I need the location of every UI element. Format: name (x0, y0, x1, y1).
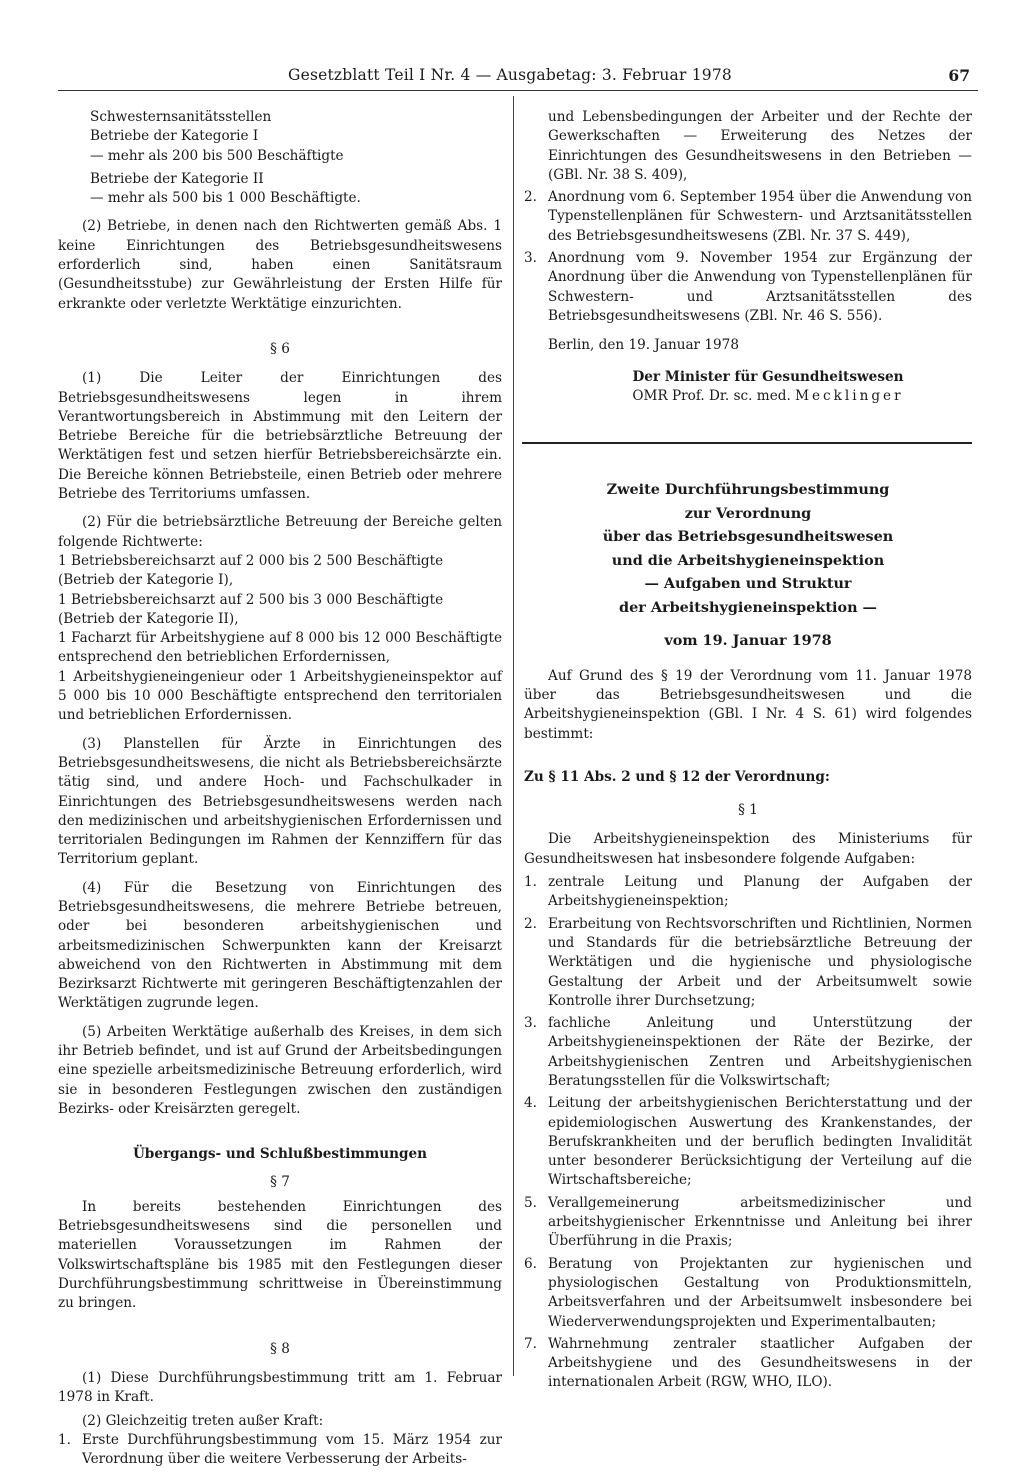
title-date: vom 19. Januar 1978 (664, 632, 832, 650)
item-text: Anordnung vom 9. November 1954 zur Ergänzung der Anordnung über die Anwendung von Typenstellenplänen für Schwestern- und Arztsanitätsstellen des Betriebsgesundheitswesens (ZBl. Nr. 46 S. 556). (548, 250, 972, 324)
page-number: 67 (948, 66, 970, 85)
item-text: Verallgemeinerung arbeitsmedizinischer und arbeitshygienischer Erkenntnisse und Anleitung bei ihrer Überführung in die Praxis; (548, 1194, 972, 1250)
title-line: der Arbeitshygieneinspektion — (619, 598, 877, 616)
intro-line: Schwesternsanitätsstellen (90, 109, 272, 125)
intro-line: Betriebe der Kategorie II (90, 170, 264, 187)
item-number: 3. (524, 1015, 537, 1032)
header-title: Gesetzblatt Teil I Nr. 4 — Ausgabetag: 3. Februar 1978 (288, 66, 732, 84)
item-text: zentrale Leitung und Planung der Aufgaben der Arbeitshygieneinspektion; (548, 874, 972, 910)
paragraph-6-2: (2) Für die betriebsärztliche Betreuung der Bereiche gelten folgende Richtwerte: (58, 514, 502, 550)
guideline-item: 1 Facharzt für Arbeitshygiene auf 8 000 bis 12 000 Beschäftigte entsprechend den betrieblichen Erfordernissen, (58, 630, 502, 666)
section-6-heading: § 6 (270, 340, 290, 357)
reference-heading: Zu § 11 Abs. 2 und § 12 der Verordnung: (524, 768, 830, 785)
minister-prefix: OMR Prof. Dr. sc. med. (632, 387, 791, 404)
title-line: zur Verordnung (684, 504, 812, 522)
task-item (524, 1194, 972, 1252)
title-line: und die Arbeitshygieneinspektion (611, 551, 885, 569)
paragraph-8-1: (1) Diese Durchführungsbestimmung tritt am 1. Februar 1978 in Kraft. (58, 1369, 502, 1406)
intro-line: Betriebe der Kategorie I (90, 128, 259, 145)
item-number: 4. (524, 1095, 537, 1112)
place-date: Berlin, den 19. Januar 1978 (548, 337, 739, 354)
repealed-item (58, 1431, 502, 1470)
title-line: — Aufgaben und Struktur (644, 575, 852, 593)
item-text: Erarbeitung von Rechtsvorschriften und Richtlinien, Normen und Standards für die betriebsärztliche Betreuung der Werktätigen und die hygienische und physiologische Gestaltung der Arbeit und der Arbeitsumwelt sowie Kontrolle ihrer Durchsetzung; (548, 915, 972, 1009)
item-text: fachliche Anleitung und Unterstützung der Arbeitshygieneinspektionen der Räte der Bezirke, der Arbeitshygienischen Zentren und Arbeitshygienischen Beratungsstellen für die Volkswirtschaft; (548, 1015, 972, 1089)
minister-title: Der Minister für Gesundheitswesen (632, 368, 904, 385)
task-item (524, 1094, 972, 1190)
item-text: Anordnung vom 6. September 1954 über die Anwendung von Typenstellenplänen für Schwestern- und Arztsanitätsstellen des Betriebsgesundheitswesens (ZBl. Nr. 37 S. 449), (548, 189, 972, 244)
category-list (58, 108, 502, 208)
preamble: Auf Grund des § 19 der Verordnung vom 11. Januar 1978 über das Betriebsgesundheitswesen und die Arbeitshygieneinspektion (GBl. I Nr. 4 S. 61) wird folgendes bestimmt: (524, 667, 972, 742)
right-column (524, 108, 972, 1396)
minister-name: Mecklinger (795, 387, 904, 404)
item-text: Leitung der arbeitshygienischen Berichterstattung und der epidemiologischen Auswertung des Krankenstandes, der Berufskrankheiten und der beruflich bedingten Invalidität unter besonderer Berücksichtigung der Verteilung auf die Wirtschaftsbereiche; (548, 1095, 972, 1189)
repealed-list-continued (524, 188, 972, 326)
intro-line: — mehr als 500 bis 1 000 Beschäftigte. (90, 190, 361, 207)
paragraph-5-2: (2) Betriebe, in denen nach den Richtwerten gemäß Abs. 1 keine Einrichtungen des Betriebsgesundheitswesens erforderlich sind, haben einen Sanitätsraum (Gesundheitsstube) zur Gewährleistung der Ersten Hilfe für erkrankte oder verletzte Werktätige einzurichten. (58, 218, 502, 312)
section-7-heading: § 7 (270, 1173, 290, 1190)
section-rule (522, 442, 972, 444)
section-1-heading: § 1 (738, 802, 758, 819)
item-number: 1. (524, 874, 537, 891)
task-item (524, 1335, 972, 1393)
column-divider (513, 96, 514, 1376)
item-number: 3. (524, 250, 537, 267)
task-item (524, 1014, 972, 1091)
item-text: Erste Durchführungsbestimmung vom 15. März 1954 zur Verordnung über die weitere Verbesserung der Arbeits- (82, 1431, 502, 1468)
title-line: über das Betriebsgesundheitswesen (602, 528, 894, 546)
paragraph-6-3: (3) Planstellen für Ärzte in Einrichtungen des Betriebsgesundheitswesens, die nicht als Betriebsbereichsärzte tätig sind, und andere Hoch- und Fachschulkader in Einrichtungen des Betriebsgesundheitswesens werden nach den medizinischen und arbeitshygienischen Erfordernissen und territorialen Bedingungen im Rahmen der Kennziffern für das Territorium geplant. (58, 735, 502, 868)
guideline-item: 1 Arbeitshygieneingenieur oder 1 Arbeitshygieneinspektor auf 5 000 bis 10 000 Beschäftigte entsprechend den territorialen und betrieblichen Erfordernissen. (58, 668, 502, 724)
item-text: Beratung von Projektanten zur hygienischen und physiologischen Gestaltung von Produktionsmitteln, Arbeitsverfahren und der Arbeitsumwelt insbesondere bei Wiederverwendungsprojekten und Experimentalbauten; (548, 1255, 972, 1330)
task-item (524, 1255, 972, 1332)
repealed-item (524, 188, 972, 246)
guideline-item: 1 Betriebsbereichsarzt auf 2 500 bis 3 000 Beschäftigte (Betrieb der Kategorie II), (58, 591, 444, 627)
minister-signature (524, 387, 972, 406)
section-1-intro: Die Arbeitshygieneinspektion des Ministeriums für Gesundheitswesen hat insbesondere folgende Aufgaben: (524, 831, 972, 867)
item-number: 1. (58, 1431, 71, 1448)
page-header (58, 66, 978, 91)
paragraph-7: In bereits bestehenden Einrichtungen des Betriebsgesundheitswesens sind die personellen und materiellen Voraussetzungen im Rahmen der Volkswirtschaftspläne bis 1985 mit den Festlegungen dieser Durchführungsbestimmung schrittweise in Übereinstimmung zu bringen. (58, 1198, 502, 1312)
paragraph-6-5: (5) Arbeiten Werktätige außerhalb des Kreises, in dem sich ihr Betrieb befindet, und ist auf Grund der Arbeitsbedingungen eine spezielle arbeitsmedizinische Betreuung erforderlich, wird sie in besonderen Festlegungen zwischen den zuständigen Bezirks- oder Kreisärzten geregelt. (58, 1023, 502, 1117)
item-number: 2. (524, 915, 537, 932)
paragraph-8-2: (2) Gleichzeitig treten außer Kraft: (82, 1412, 324, 1429)
task-list (524, 873, 972, 1393)
title-line: Zweite Durchführungsbestimmung (606, 481, 890, 499)
transition-heading: Übergangs- und Schlußbestimmungen (132, 1146, 428, 1163)
paragraph-6-4: (4) Für die Besetzung von Einrichtungen des Betriebsgesundheitswesens, die mehrere Betriebe betreuen, oder bei besonderen arbeitshygienischen und arbeitsmedizinischen Schwerpunkten kann der Kreisarzt abweichend von den Richtwerten in Abstimmung mit dem Bezirksarzt Richtwerte mit geringeren Beschäftigtenzahlen der Werktätigen zugrunde legen. (58, 879, 502, 1012)
section-8-heading: § 8 (270, 1340, 290, 1357)
left-column (58, 108, 502, 1472)
paragraph-6-1: (1) Die Leiter der Einrichtungen des Betriebsgesundheitswesens legen in ihrem Verantwortungsbereich in Abstimmung mit den Leitern der Betriebe Bereiche für die betriebsärztliche Betreuung der Werktätigen fest und setzen hierfür Betriebsbereichsärzte ein. Die Bereiche können Betriebsteile, einen Betrieb oder mehrere Betriebe des Territoriums umfassen. (58, 370, 502, 503)
repealed-list (58, 1431, 502, 1470)
guideline-item: 1 Betriebsbereichsarzt auf 2 000 bis 2 500 Beschäftigte (Betrieb der Kategorie I), (58, 552, 444, 589)
task-item (524, 915, 972, 1011)
intro-line: — mehr als 200 bis 500 Beschäftigte (90, 147, 344, 164)
task-item (524, 873, 972, 912)
item-number: 2. (524, 189, 537, 206)
repealed-item (524, 249, 972, 326)
item-number: 5. (524, 1194, 537, 1211)
repealed-item-continuation: und Lebensbedingungen der Arbeiter und der Rechte der Gewerkschaften — Erweiterung des Netzes der Einrichtungen des Gesundheitswesens in den Betrieben — (GBl. Nr. 38 S. 409), (548, 109, 972, 183)
item-text: Wahrnehmung zentraler staatlicher Aufgaben der Arbeitshygiene und des Gesundheitswesens in der internationalen Arbeit (RGW, WHO, ILO). (548, 1335, 972, 1391)
item-number: 6. (524, 1255, 537, 1272)
item-number: 7. (524, 1335, 537, 1352)
regulation-title (524, 478, 972, 653)
